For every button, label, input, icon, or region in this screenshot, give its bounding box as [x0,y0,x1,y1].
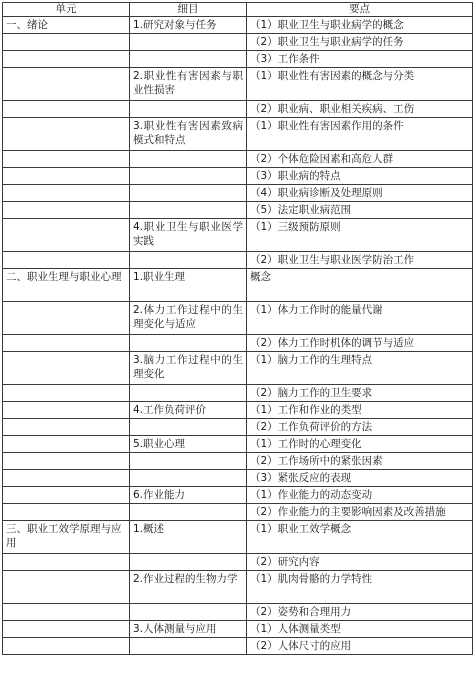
unit-cell [3,385,130,402]
unit-cell: 三、职业工效学原理与应用 [3,521,130,554]
table-row [3,604,473,621]
detail-cell [130,385,247,402]
unit-cell [3,219,130,252]
point-cell: （1）职业卫生与职业病学的概念 [247,17,473,34]
detail-cell: 5.职业心理 [130,436,247,453]
point-cell: （1）工作时的心理变化 [247,436,473,453]
table-row [3,118,473,151]
point-cell: （2）职业卫生与职业医学防治工作 [247,252,473,269]
point-cell: （1）三级预防原则 [247,219,473,252]
table-row [3,453,473,470]
table-row [3,554,473,571]
point-cell: （2）职业卫生与职业病学的任务 [247,34,473,51]
detail-cell [130,335,247,352]
syllabus-table [2,2,473,655]
detail-cell: 3.脑力工作过程中的生理变化 [130,352,247,385]
detail-cell [130,252,247,269]
detail-cell: 2.职业性有害因素与职业性损害 [130,68,247,101]
unit-cell: 二、职业生理与职业心理 [3,269,130,302]
detail-cell [130,470,247,487]
point-cell: （2）个体危险因素和高危人群 [247,151,473,168]
point-cell: （4）职业病诊断及处理原则 [247,185,473,202]
unit-cell [3,252,130,269]
point-cell: （1）体力工作时的能量代谢 [247,302,473,335]
unit-cell [3,335,130,352]
table-row [3,385,473,402]
unit-cell [3,470,130,487]
point-cell: （2）脑力工作的卫生要求 [247,385,473,402]
table-row [3,302,473,335]
detail-cell: 6.作业能力 [130,487,247,504]
table-row [3,571,473,604]
table-row [3,335,473,352]
point-cell: （3）工作条件 [247,51,473,68]
point-cell: （2）体力工作时机体的调节与适应 [247,335,473,352]
table-header-row [3,3,473,17]
unit-cell [3,168,130,185]
point-cell: （1）作业能力的动态变动 [247,487,473,504]
table-row [3,219,473,252]
detail-cell: 1.研究对象与任务 [130,17,247,34]
table-row [3,101,473,118]
detail-cell [130,453,247,470]
header-point: 要点 [247,3,473,17]
detail-cell [130,554,247,571]
table-body [3,17,473,655]
table-row [3,436,473,453]
point-cell: （1）职业工效学概念 [247,521,473,554]
table-row [3,34,473,51]
unit-cell [3,436,130,453]
unit-cell [3,487,130,504]
detail-cell [130,419,247,436]
table-row [3,419,473,436]
table-row [3,352,473,385]
detail-cell [130,168,247,185]
unit-cell [3,504,130,521]
detail-cell [130,504,247,521]
point-cell: （2）姿势和合理用力 [247,604,473,621]
detail-cell: 2.体力工作过程中的生理变化与适应 [130,302,247,335]
point-cell: （2）作业能力的主要影响因素及改善措施 [247,504,473,521]
header-unit: 单元 [3,3,130,17]
table-row [3,252,473,269]
table-row [3,487,473,504]
point-cell: （2）工作负荷评价的方法 [247,419,473,436]
table-row [3,402,473,419]
point-cell: （2）人体尺寸的应用 [247,638,473,655]
table-row [3,68,473,101]
point-cell: （5）法定职业病范围 [247,202,473,219]
unit-cell [3,571,130,604]
point-cell: （1）工作和作业的类型 [247,402,473,419]
unit-cell [3,621,130,638]
detail-cell: 3.人体测量与应用 [130,621,247,638]
point-cell: （1）肌肉骨骼的力学特性 [247,571,473,604]
table-row [3,504,473,521]
point-cell: （2）工作场所中的紧张因素 [247,453,473,470]
table-row [3,470,473,487]
unit-cell [3,554,130,571]
detail-cell: 1.概述 [130,521,247,554]
table-row [3,17,473,34]
detail-cell [130,101,247,118]
detail-cell [130,638,247,655]
detail-cell [130,34,247,51]
unit-cell [3,352,130,385]
table-row [3,185,473,202]
detail-cell: 2.作业过程的生物力学 [130,571,247,604]
unit-cell [3,638,130,655]
unit-cell [3,118,130,151]
table-row [3,638,473,655]
table-row [3,51,473,68]
detail-cell [130,185,247,202]
unit-cell [3,302,130,335]
unit-cell: 一、绪论 [3,17,130,34]
detail-cell: 4.职业卫生与职业医学实践 [130,219,247,252]
point-cell: 概念 [247,269,473,302]
unit-cell [3,185,130,202]
table-row [3,151,473,168]
point-cell: （2）职业病、职业相关疾病、工伤 [247,101,473,118]
detail-cell [130,51,247,68]
unit-cell [3,101,130,118]
unit-cell [3,604,130,621]
point-cell: （3）职业病的特点 [247,168,473,185]
header-detail: 细目 [130,3,247,17]
unit-cell [3,51,130,68]
table-row [3,269,473,302]
unit-cell [3,202,130,219]
point-cell: （1）脑力工作的生理特点 [247,352,473,385]
detail-cell: 1.职业生理 [130,269,247,302]
point-cell: （2）研究内容 [247,554,473,571]
unit-cell [3,34,130,51]
detail-cell [130,151,247,168]
table-row [3,168,473,185]
table-row [3,621,473,638]
unit-cell [3,453,130,470]
table-row [3,521,473,554]
table-row [3,202,473,219]
unit-cell [3,419,130,436]
detail-cell: 3.职业性有害因素致病模式和特点 [130,118,247,151]
detail-cell [130,202,247,219]
detail-cell: 4.工作负荷评价 [130,402,247,419]
point-cell: （1）人体测量类型 [247,621,473,638]
unit-cell [3,151,130,168]
point-cell: （1）职业性有害因素作用的条件 [247,118,473,151]
point-cell: （3）紧张反应的表现 [247,470,473,487]
point-cell: （1）职业性有害因素的概念与分类 [247,68,473,101]
detail-cell [130,604,247,621]
unit-cell [3,402,130,419]
unit-cell [3,68,130,101]
